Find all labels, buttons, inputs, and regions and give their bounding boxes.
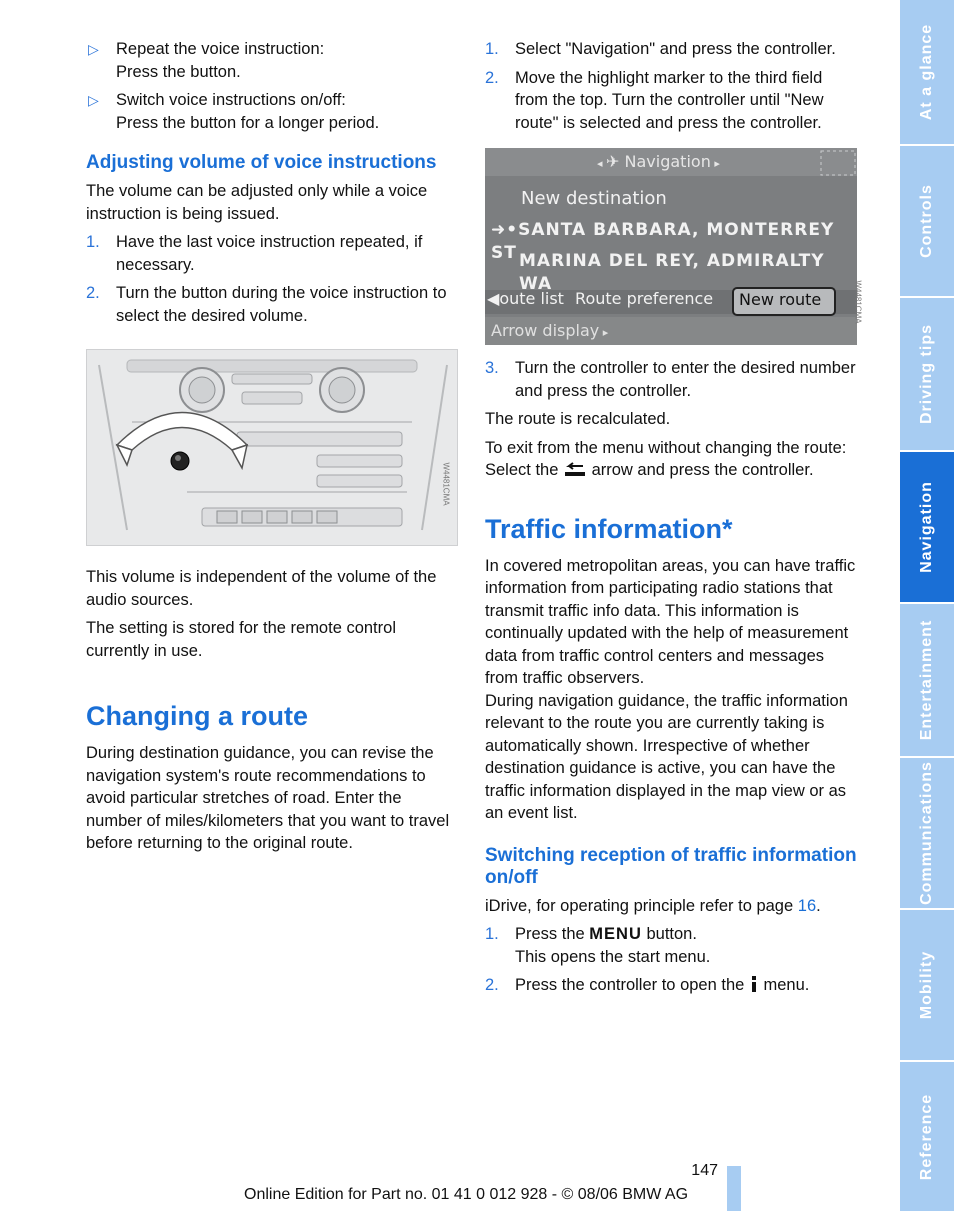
- footer-edition-text: Online Edition for Part no. 01 41 0 012 928 - © 08/06 BMW AG: [244, 1186, 689, 1203]
- route-arrow-icon: ➜•: [491, 220, 519, 240]
- nav-new-route-selected: New route: [739, 290, 822, 309]
- info-icon: [749, 975, 759, 1000]
- step-item: [485, 357, 857, 402]
- step-number: 1.: [86, 233, 100, 251]
- paragraph: iDrive, for operating principle refer to page 16.: [485, 896, 821, 915]
- chapter-sidebar: [900, 0, 954, 1213]
- bullet-switch: [86, 89, 458, 134]
- tab-at-a-glance[interactable]: At a glance: [900, 0, 954, 146]
- paragraph: Select the arrow and press the controller.: [485, 459, 857, 485]
- page-marker-bar: [727, 1166, 741, 1211]
- tab-navigation[interactable]: Navigation: [900, 452, 954, 604]
- step-number: 2.: [86, 284, 100, 302]
- figure-code: W4481CMA: [853, 280, 863, 324]
- tab-controls[interactable]: Controls: [900, 146, 954, 298]
- step-item: [485, 38, 857, 61]
- tab-mobility[interactable]: Mobility: [900, 910, 954, 1062]
- paragraph: To exit from the menu without changing the route:: [485, 438, 847, 457]
- nav-screen-text: [485, 148, 857, 345]
- section-heading: Switching reception of traffic information on/off: [485, 844, 857, 888]
- paragraph: During navigation guidance, the traffic information relevant to the route you are currently taking is automatically shown. Irrespective of whether destination guidance is active, you can have the traffic information displayed in the map view or as an event list.: [485, 691, 848, 822]
- section-heading: Adjusting volume of voice instructions: [86, 152, 437, 173]
- bullet-repeat: [86, 38, 458, 83]
- triangle-bullet-icon: ▷: [88, 92, 99, 108]
- paragraph: The volume can be adjusted only while a voice instruction is being issued.: [86, 182, 428, 223]
- navigation-icon: ✈: [606, 152, 625, 171]
- bullet-text: Press the button.: [116, 62, 241, 81]
- nav-arrow-display: Arrow display ▸: [491, 321, 609, 340]
- section-heading: Traffic information*: [485, 513, 733, 544]
- triangle-bullet-icon: ▷: [88, 41, 99, 57]
- tab-reference[interactable]: Reference: [900, 1062, 954, 1213]
- step-item: [485, 67, 857, 135]
- step-number: 2.: [485, 68, 499, 87]
- step-text: Move the highlight marker to the third field from the top. Turn the controller until "New route" is selected and press the controller.: [515, 68, 824, 132]
- page-link[interactable]: 16: [797, 896, 817, 915]
- nav-item-destination: ➜•SANTA BARBARA, MONTERREY ST: [491, 220, 835, 263]
- navigation-screen: [485, 148, 863, 345]
- step-text: Turn the controller to enter the desired number and press the controller.: [515, 359, 856, 400]
- step-number: 3.: [485, 359, 499, 377]
- left-column: [86, 38, 458, 861]
- page-number: 147: [691, 1162, 718, 1179]
- paragraph: This volume is independent of the volume of the audio sources.: [86, 568, 437, 609]
- section-heading: Changing a route: [86, 701, 308, 731]
- figure-code: W4481CMA: [441, 462, 451, 506]
- bullet-text: Switch voice instructions on/off:: [116, 91, 346, 109]
- paragraph: The route is recalculated.: [485, 410, 671, 428]
- step-number: 2.: [485, 976, 499, 994]
- nav-item-destination: MARINA DEL REY, ADMIRALTY WA: [519, 251, 825, 294]
- step-number: 1.: [485, 925, 499, 943]
- tab-entertainment[interactable]: Entertainment: [900, 604, 954, 758]
- step-text: Have the last voice instruction repeated, if necessary.: [116, 233, 423, 274]
- tab-driving-tips[interactable]: Driving tips: [900, 298, 954, 452]
- tab-communications[interactable]: Communications: [900, 758, 954, 910]
- step-item: 2. Press the controller to open the menu.: [485, 974, 857, 1000]
- bullet-text: Press the button for a longer period.: [116, 113, 380, 132]
- paragraph: During destination guidance, you can revise the navigation system's route recommendations to avoid particular stretches of road. Enter the number of miles/kilometers that you want to travel before returning to the original route.: [86, 744, 450, 852]
- step-item: 1. Press the MENU button. This opens the start menu.: [485, 923, 857, 968]
- right-column: [485, 38, 863, 1006]
- paragraph: In covered metropolitan areas, you can have traffic information from participating radio stations that transmit traffic info data. This information is continually updated with the help of measurement data from traffic control centers and messages from traffic observers.: [485, 556, 856, 687]
- step-text: Turn the button during the voice instruction to select the desired volume.: [116, 284, 447, 325]
- bullet-text: Repeat the voice instruction:: [116, 40, 325, 58]
- step-item: [86, 231, 458, 276]
- step-text: This opens the start menu.: [515, 947, 711, 966]
- step-number: 1.: [485, 40, 499, 58]
- step-text: Select "Navigation" and press the controller.: [515, 40, 836, 58]
- step-item: [86, 282, 458, 327]
- nav-item-new-destination: New destination: [521, 188, 667, 209]
- left-arrow-icon: ◀: [487, 289, 500, 308]
- volume-knob-illustration: [86, 349, 458, 546]
- dashboard-illustration: [87, 350, 457, 545]
- nav-screen-title: Navigation: [624, 152, 711, 171]
- nav-title-row: ◂ ✈ Navigation ▸: [597, 152, 720, 171]
- paragraph: The setting is stored for the remote control currently in use.: [86, 619, 396, 660]
- menu-button-icon: MENU: [589, 925, 642, 943]
- nav-menu-row: ◀oute list Route preference: [487, 289, 714, 308]
- back-arrow-icon: [563, 462, 587, 485]
